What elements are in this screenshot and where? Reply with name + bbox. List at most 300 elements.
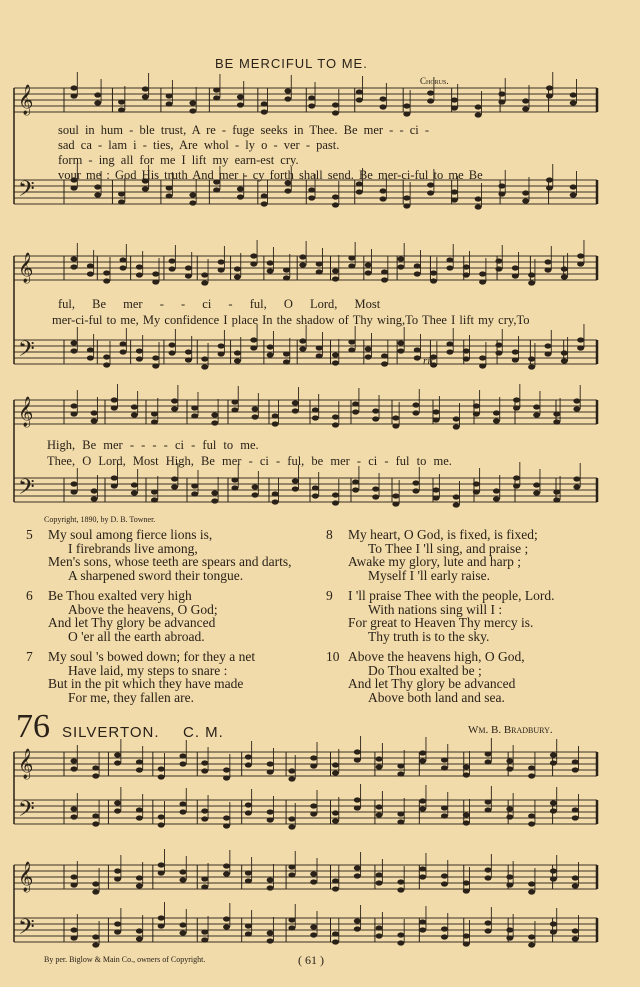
note-head (528, 356, 535, 361)
note-head (475, 104, 482, 109)
note-head (71, 758, 78, 763)
note-head (158, 814, 165, 819)
note-head (299, 338, 306, 343)
note-head (87, 355, 94, 360)
note-head (376, 756, 383, 761)
note-head (427, 182, 434, 187)
note-head (223, 815, 230, 820)
note-head (166, 193, 173, 198)
note-head (267, 885, 274, 890)
note-head (158, 862, 165, 867)
note-head (118, 99, 125, 104)
note-head (570, 184, 577, 189)
note-head (87, 263, 94, 268)
note-head (189, 192, 196, 197)
verse-line: Thy truth is to the sky. (368, 628, 490, 644)
note-head (310, 932, 317, 937)
note-head (573, 476, 580, 481)
note-head (419, 750, 426, 755)
note-head (512, 265, 519, 270)
verse-line: And let Thy glory be advanced (348, 676, 516, 691)
note-head (463, 933, 470, 938)
lyric-line: High, Be mer - - - - ci - ful to me. (47, 438, 259, 452)
note-head (498, 183, 505, 188)
note-head (201, 929, 208, 934)
note-head (544, 259, 551, 264)
note-head (412, 488, 419, 493)
note-head (397, 879, 404, 884)
note-head (94, 184, 101, 189)
note-head (451, 189, 458, 194)
note-head (114, 921, 121, 926)
note-head (419, 919, 426, 924)
note-head (550, 868, 557, 873)
note-head (237, 194, 244, 199)
note-head (92, 942, 99, 947)
note-head (111, 475, 118, 480)
treble-clef: 𝄞 (18, 85, 34, 115)
bass-clef: 𝄢 (18, 475, 35, 505)
note-head (71, 403, 78, 408)
verse-line: Above both land and sea. (368, 689, 505, 705)
bass-clef: 𝄢 (18, 797, 35, 827)
note-head (573, 398, 580, 403)
note-head (316, 345, 323, 350)
note-head (572, 759, 579, 764)
note-head (430, 270, 437, 275)
note-head (441, 765, 448, 770)
note-head (261, 201, 268, 206)
note-head (332, 770, 339, 775)
note-head (498, 191, 505, 196)
note-head (201, 937, 208, 942)
note-head (463, 820, 470, 825)
hymn-number: 76 (16, 708, 50, 745)
note-head (237, 94, 244, 99)
note-head (118, 191, 125, 196)
note-head (427, 98, 434, 103)
note-head (522, 106, 529, 111)
note-head (166, 185, 173, 190)
note-head (376, 925, 383, 930)
note-head (288, 872, 295, 877)
note-head (179, 922, 186, 927)
note-head (332, 202, 339, 207)
note-head (312, 493, 319, 498)
note-head (284, 88, 291, 93)
note-head (561, 350, 568, 355)
note-head (473, 411, 480, 416)
note-head (506, 766, 513, 771)
note-head (171, 406, 178, 411)
note-head (223, 775, 230, 780)
verse-line: Men's sons, whose teeth are spears and darts, (48, 554, 292, 569)
note-head (332, 276, 339, 281)
note-head (292, 478, 299, 483)
note-head (218, 267, 225, 272)
note-head (397, 819, 404, 824)
note-head (352, 401, 359, 406)
note-head (92, 773, 99, 778)
note-head (573, 406, 580, 411)
note-head (495, 258, 502, 263)
note-head (392, 501, 399, 506)
note-head (495, 342, 502, 347)
note-head (332, 762, 339, 767)
note-head (250, 261, 257, 266)
note-head (561, 266, 568, 271)
note-head (427, 190, 434, 195)
note-head (550, 800, 557, 805)
note-head (573, 484, 580, 489)
treble-clef: 𝄞 (18, 253, 34, 283)
note-head (71, 806, 78, 811)
note-head (332, 110, 339, 115)
note-head (252, 484, 259, 489)
note-head (223, 871, 230, 876)
note-head (570, 92, 577, 97)
note-head (308, 187, 315, 192)
verse-line: With nations sing will I : (368, 601, 503, 617)
note-head (312, 407, 319, 412)
note-head (354, 749, 361, 754)
note-head (201, 808, 208, 813)
hymn-title: BE MERCIFUL TO ME. (215, 56, 368, 71)
note-head (485, 759, 492, 764)
note-head (92, 881, 99, 886)
note-head (71, 340, 78, 345)
note-head (71, 927, 78, 932)
note-head (283, 275, 290, 280)
lyric-line: form - ing all for me I lift my earn-est cry. (58, 153, 299, 167)
note-head (498, 91, 505, 96)
note-head (71, 348, 78, 353)
note-head (223, 916, 230, 921)
note-head (463, 772, 470, 777)
note-head (272, 421, 279, 426)
note-head (463, 356, 470, 361)
note-head (223, 767, 230, 772)
note-head (185, 273, 192, 278)
note-head (71, 882, 78, 887)
note-head (120, 265, 127, 270)
note-head (412, 410, 419, 415)
note-head (433, 487, 440, 492)
note-head (136, 759, 143, 764)
note-head (245, 870, 252, 875)
note-head (166, 101, 173, 106)
verse (326, 528, 555, 582)
note-head (267, 761, 274, 766)
note-head (288, 864, 295, 869)
note-head (252, 492, 259, 497)
note-head (136, 815, 143, 820)
note-head (171, 476, 178, 481)
note-head (234, 350, 241, 355)
note-head (451, 97, 458, 102)
note-head (252, 406, 259, 411)
note-head (71, 935, 78, 940)
note-head (397, 811, 404, 816)
note-head (572, 928, 579, 933)
note-head (528, 773, 535, 778)
note-head (376, 804, 383, 809)
note-head (91, 496, 98, 501)
note-head (485, 799, 492, 804)
note-head (171, 398, 178, 403)
note-head (354, 805, 361, 810)
note-head (201, 356, 208, 361)
note-head (218, 343, 225, 348)
treble-clef: 𝄞 (18, 397, 34, 427)
note-head (419, 758, 426, 763)
note-head (245, 762, 252, 767)
note-head (513, 397, 520, 402)
note-head (316, 261, 323, 266)
note-head (87, 271, 94, 276)
note-head (528, 272, 535, 277)
note-head (550, 921, 557, 926)
note-head (131, 412, 138, 417)
note-head (231, 485, 238, 490)
verse-line: For me, they fallen are. (68, 689, 194, 705)
note-head (577, 345, 584, 350)
note-head (475, 196, 482, 201)
note-head (403, 103, 410, 108)
note-head (179, 809, 186, 814)
note-head (94, 192, 101, 197)
note-head (397, 887, 404, 892)
note-head (463, 888, 470, 893)
note-head (528, 821, 535, 826)
note-head (234, 274, 241, 279)
note-head (201, 364, 208, 369)
note-head (561, 274, 568, 279)
note-head (493, 488, 500, 493)
note-head (171, 484, 178, 489)
lyric-line: sad ca - lam i - ties, Are whol - ly o - ver - past. (58, 138, 340, 152)
note-head (310, 871, 317, 876)
page-number: ( 61 ) (298, 953, 324, 967)
note-head (299, 262, 306, 267)
note-head (71, 93, 78, 98)
note-head (572, 875, 579, 880)
note-head (292, 400, 299, 405)
note-head (463, 264, 470, 269)
note-head (506, 874, 513, 879)
note-head (430, 278, 437, 283)
note-head (381, 353, 388, 358)
note-head (577, 253, 584, 258)
note-head (158, 766, 165, 771)
note-head (111, 397, 118, 402)
note-head (506, 935, 513, 940)
note-head (365, 270, 372, 275)
note-head (354, 865, 361, 870)
note-head (365, 354, 372, 359)
note-head (120, 257, 127, 262)
note-head (234, 266, 241, 271)
note-head (463, 880, 470, 885)
note-head (479, 363, 486, 368)
verse-line: I 'll praise Thee with the people, Lord. (348, 588, 555, 603)
note-head (544, 343, 551, 348)
note-head (352, 479, 359, 484)
note-head (528, 942, 535, 947)
note-head (506, 758, 513, 763)
note-head (380, 188, 387, 193)
note-head (310, 924, 317, 929)
note-head (463, 764, 470, 769)
note-head (354, 797, 361, 802)
note-head (218, 351, 225, 356)
note-head (92, 765, 99, 770)
note-head (288, 816, 295, 821)
note-head (446, 257, 453, 262)
note-head (245, 802, 252, 807)
note-head (332, 102, 339, 107)
permission-note: By per. Biglow & Main Co., owners of Copyright. (44, 955, 206, 964)
note-head (169, 342, 176, 347)
note-head (533, 482, 540, 487)
note-head (372, 408, 379, 413)
note-head (392, 423, 399, 428)
note-head (272, 499, 279, 504)
note-head (332, 939, 339, 944)
note-head (577, 337, 584, 342)
note-head (231, 407, 238, 412)
lyric-line: vour me : God His truth And mer - cy forth shall send. Be mer-ci-ful to me Be (58, 168, 483, 182)
lyric-line: soul in hum - ble trust, A re - fuge seeks in Thee. Be mer - - ci - (58, 123, 430, 137)
note-head (223, 863, 230, 868)
note-head (191, 405, 198, 410)
note-head (91, 488, 98, 493)
note-head (332, 492, 339, 497)
note-head (158, 923, 165, 928)
note-head (528, 934, 535, 939)
lyric-line: ful, Be mer - - ci - ful, O Lord, Most (58, 297, 381, 311)
note-head (310, 811, 317, 816)
note-head (463, 272, 470, 277)
note-head (533, 412, 540, 417)
verse-line: Be Thou exalted very high (48, 588, 192, 603)
note-head (169, 350, 176, 355)
note-head (528, 364, 535, 369)
note-head (356, 189, 363, 194)
note-head (267, 260, 274, 265)
note-head (114, 868, 121, 873)
note-head (570, 100, 577, 105)
note-head (352, 409, 359, 414)
lyric-line: Thee, O Lord, Most High, Be mer - ci - ful, be mer - ci - ful to me. (47, 454, 452, 468)
note-head (533, 490, 540, 495)
note-head (114, 760, 121, 765)
note-head (114, 876, 121, 881)
verse-line: I firebrands live among, (68, 540, 198, 556)
note-head (91, 410, 98, 415)
note-head (151, 489, 158, 494)
note-head (185, 357, 192, 362)
note-head (288, 925, 295, 930)
note-head (201, 768, 208, 773)
note-head (267, 938, 274, 943)
note-head (136, 272, 143, 277)
note-head (365, 346, 372, 351)
note-head (71, 489, 78, 494)
note-head (397, 348, 404, 353)
note-head (495, 350, 502, 355)
note-head (475, 204, 482, 209)
note-head (131, 404, 138, 409)
note-head (288, 776, 295, 781)
note-head (544, 267, 551, 272)
note-head (332, 194, 339, 199)
note-head (136, 348, 143, 353)
note-head (213, 95, 220, 100)
bass-clef: 𝄢 (18, 337, 35, 367)
note-head (118, 107, 125, 112)
note-head (310, 803, 317, 808)
verse-line: My soul 's bowed down; for they a net (48, 649, 256, 664)
note-head (372, 416, 379, 421)
note-head (292, 408, 299, 413)
note-head (92, 889, 99, 894)
note-head (412, 480, 419, 485)
note-head (71, 185, 78, 190)
note-head (169, 258, 176, 263)
note-head (376, 933, 383, 938)
note-head (267, 877, 274, 882)
note-head (493, 418, 500, 423)
note-head (189, 108, 196, 113)
note-head (131, 490, 138, 495)
note-head (572, 815, 579, 820)
note-head (142, 186, 149, 191)
verse-number: 9 (326, 588, 333, 603)
note-head (441, 881, 448, 886)
verse (326, 650, 555, 704)
note-head (381, 277, 388, 282)
note-head (245, 931, 252, 936)
note-head (546, 93, 553, 98)
note-head (546, 177, 553, 182)
note-head (267, 268, 274, 273)
note-head (103, 354, 110, 359)
note-head (544, 351, 551, 356)
note-head (267, 769, 274, 774)
note-head (419, 806, 426, 811)
note-head (441, 873, 448, 878)
note-head (151, 411, 158, 416)
note-head (284, 188, 291, 193)
note-head (231, 477, 238, 482)
note-head (446, 349, 453, 354)
note-head (506, 814, 513, 819)
note-head (441, 926, 448, 931)
note-head (87, 347, 94, 352)
note-head (441, 805, 448, 810)
note-head (211, 412, 218, 417)
note-head (169, 266, 176, 271)
note-head (267, 344, 274, 349)
note-head (522, 98, 529, 103)
note-head (392, 415, 399, 420)
note-head (272, 413, 279, 418)
note-head (348, 263, 355, 268)
note-head (136, 356, 143, 361)
note-head (111, 405, 118, 410)
note-head (288, 768, 295, 773)
